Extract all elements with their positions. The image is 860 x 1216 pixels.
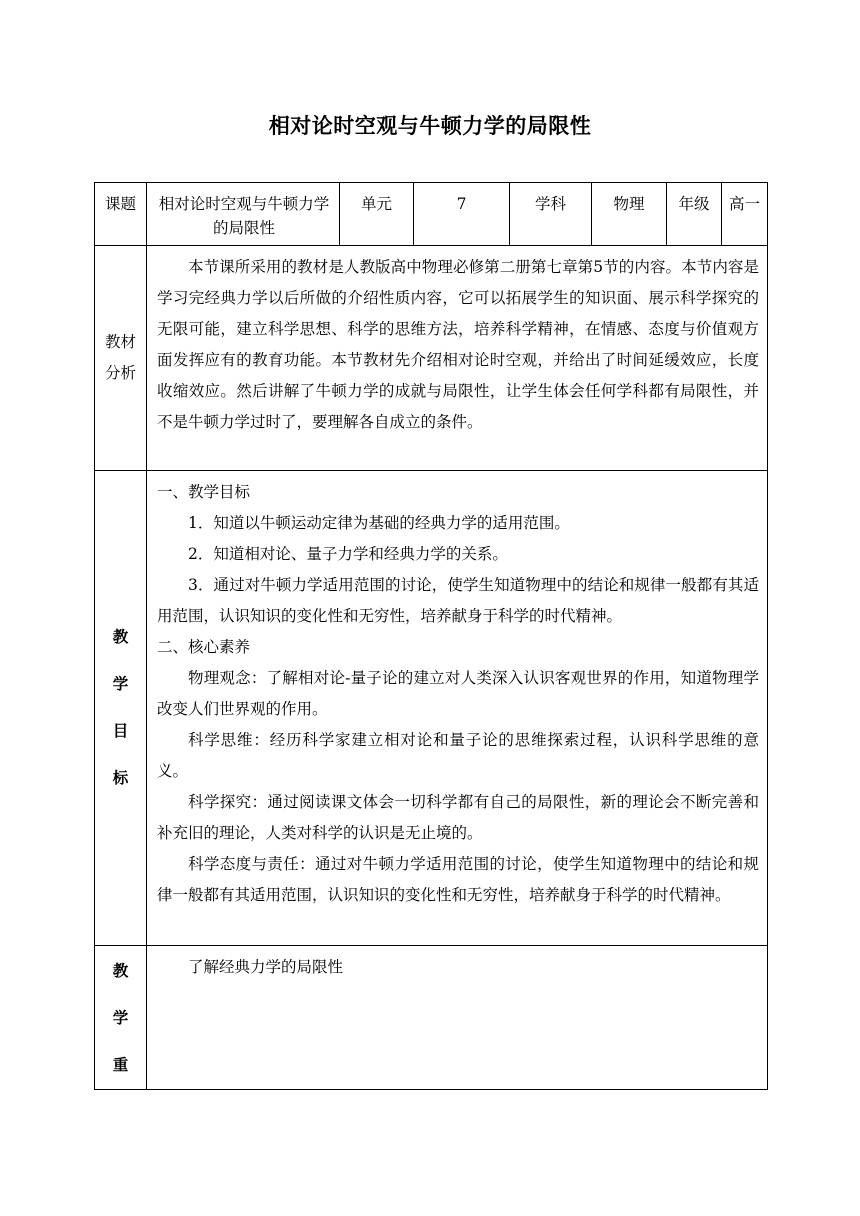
page-title: 相对论时空观与牛顿力学的局限性	[268, 114, 592, 138]
subject-value-cell	[592, 183, 667, 246]
goals-section2-title: 二、核心素养	[157, 638, 251, 656]
goal-item-1: 1．知道以牛顿运动定律为基础的经典力学的适用范围。	[188, 514, 570, 532]
unit-value: 7	[456, 195, 467, 213]
key-points-label-char: 教	[112, 962, 129, 980]
topic-label: 课题	[104, 195, 136, 213]
analysis-text: 本节课所采用的教材是人教版高中物理必修第二册第七章第5节的内容。本节内容是学习完经典力学以后所做的介绍性质内容，它可以拓展学生的知识面、展示科学探究的无限可能，建立科学思想、科学的思维方法，培养科学精神，在情感、态度与价值观方面发挥应有的教育功能。本节教材先介绍相对论时空观，并给出了时间延缓效应，长度收缩效应。然后讲解了牛顿力学的成就与局限性，让学生体会任何学科都有局限性，并不是牛顿力学过时了，要理解各自成立的条件。	[157, 258, 759, 431]
goal-item-2: 2．知道相对论、量子力学和经典力学的关系。	[188, 545, 508, 563]
literacy-attitude-responsibility: 科学态度与责任：通过对牛顿力学适用范围的讨论，使学生知道物理中的结论和规律一般都有其适用范围，认识知识的变化性和无穷性，培养献身于科学的时代精神。	[157, 855, 759, 904]
goals-label-char: 学	[112, 675, 129, 693]
analysis-label-cell	[95, 246, 147, 471]
goals-label-char: 目	[112, 722, 129, 740]
analysis-row	[95, 246, 768, 471]
key-points-text: 了解经典力学的局限性	[188, 958, 344, 976]
header-row	[95, 183, 768, 246]
unit-label-cell	[340, 183, 414, 246]
key-points-row	[95, 946, 768, 1090]
topic-value: 相对论时空观与牛顿力学的局限性	[158, 195, 330, 237]
lesson-plan-table	[94, 182, 768, 1090]
grade-value-cell	[722, 183, 768, 246]
grade-value: 高一	[728, 195, 760, 213]
literacy-scientific-inquiry: 科学探究：通过阅读课文体会一切科学都有自己的局限性，新的理论会不断完善和补充旧的理论，人类对科学的认识是无止境的。	[157, 793, 759, 842]
analysis-content-cell	[147, 246, 768, 471]
subject-label: 学科	[534, 195, 566, 213]
goals-section1-title: 一、教学目标	[157, 483, 251, 501]
goal-item-3: 3．通过对牛顿力学适用范围的讨论，使学生知道物理中的结论和规律一般都有其适用范围，认识知识的变化性和无穷性，培养献身于科学的时代精神。	[157, 576, 759, 625]
goals-label-char: 标	[112, 769, 129, 787]
goals-label-char: 教	[112, 628, 129, 646]
analysis-label-line1: 教材	[104, 333, 136, 351]
key-points-label-char: 学	[112, 1009, 129, 1027]
literacy-physics-concept: 物理观念：了解相对论-量子论的建立对人类深入认识客观世界的作用，知道物理学改变人们世界观的作用。	[157, 669, 759, 718]
key-points-label-char: 重	[112, 1056, 129, 1074]
grade-label-cell	[667, 183, 722, 246]
goals-label-cell	[95, 471, 147, 946]
unit-value-cell	[414, 183, 510, 246]
goals-row	[95, 471, 768, 946]
topic-value-cell	[147, 183, 340, 246]
literacy-scientific-thinking: 科学思维：经历科学家建立相对论和量子论的思维探索过程，认识科学思维的意义。	[157, 731, 759, 780]
unit-label: 单元	[360, 195, 392, 213]
analysis-label-line2: 分析	[104, 364, 136, 382]
goals-content-cell	[147, 471, 768, 946]
key-points-label-cell	[95, 946, 147, 1090]
key-points-content-cell	[147, 946, 768, 1090]
grade-label: 年级	[678, 195, 710, 213]
subject-label-cell	[510, 183, 592, 246]
subject-value: 物理	[613, 195, 645, 213]
topic-label-cell	[95, 183, 147, 246]
